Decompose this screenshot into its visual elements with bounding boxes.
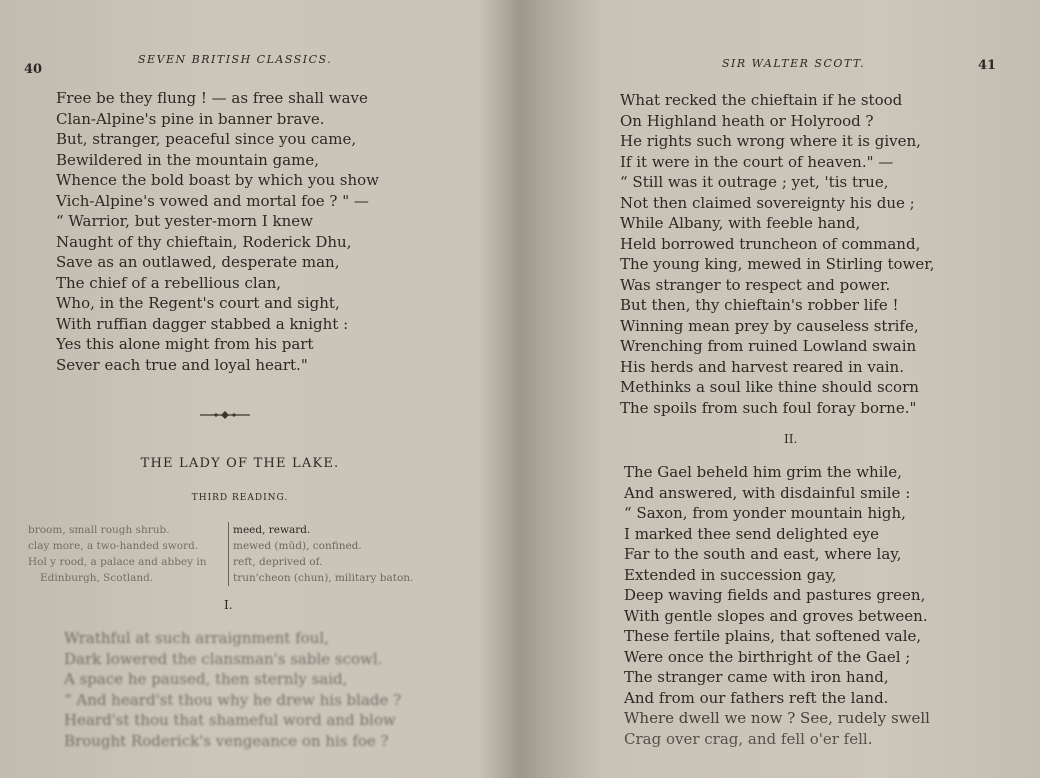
- glossary-entry: broom, small rough shrub.: [28, 524, 170, 536]
- right-running-head: SIR WALTER SCOTT.: [722, 57, 866, 70]
- verse-line: I marked thee send delighted eye: [624, 524, 880, 543]
- verse-line: Wrathful at such arraignment foul,: [64, 629, 329, 647]
- verse-line: And answered, with disdainful smile :: [624, 483, 911, 502]
- verse-line: He rights such wrong where it is given,: [620, 132, 921, 150]
- verse-line: Not then claimed sovereignty his due ;: [620, 193, 915, 212]
- verse-line: The spoils from such foul foray borne.": [620, 398, 917, 417]
- right-page: [500, 0, 1040, 778]
- left-page-number: 40: [24, 62, 43, 77]
- glossary-entry: mewed (mūd), confined.: [233, 540, 362, 552]
- verse-line: Sever each true and loyal heart.": [56, 355, 308, 374]
- verse-line: With gentle slopes and groves between.: [624, 606, 928, 625]
- verse-line: “ Saxon, from yonder mountain high,: [624, 504, 906, 522]
- verse-line: Brought Roderick's vengeance on his foe ?: [64, 731, 389, 750]
- section-divider-ornament: [200, 410, 250, 420]
- verse-line: The Gael beheld him grim the while,: [624, 463, 902, 481]
- stanza-number: I.: [224, 598, 233, 612]
- verse-line: Heard'st thou that shameful word and blow: [64, 711, 396, 729]
- verse-line: Vich-Alpine's vowed and mortal foe ? " —: [56, 191, 369, 210]
- glossary-right: [228, 522, 413, 586]
- verse-line: Naught of thy chieftain, Roderick Dhu,: [56, 232, 352, 251]
- verse-line: “ And heard'st thou why he drew his blade ?: [64, 690, 402, 709]
- verse-line: Far to the south and east, where lay,: [624, 545, 902, 563]
- verse-line: Save as an outlawed, desperate man,: [56, 253, 340, 271]
- verse-line: Clan-Alpine's pine in banner brave.: [56, 109, 325, 128]
- left-verse: [56, 88, 379, 375]
- left-stanza: [64, 628, 401, 751]
- stanza-number: II.: [784, 432, 798, 446]
- verse-line: His herds and harvest reared in vain.: [620, 357, 904, 376]
- verse-line: Whence the bold boast by which you show: [56, 171, 379, 189]
- right-stanza: [624, 462, 930, 749]
- section-title: THE LADY OF THE LAKE.: [140, 456, 340, 471]
- verse-line: “ Warrior, but yester-morn I knew: [56, 212, 313, 230]
- glossary-entry: meed, reward.: [233, 524, 311, 536]
- glossary-entry: clay more, a two-handed sword.: [28, 540, 199, 552]
- left-running-head: SEVEN BRITISH CLASSICS.: [138, 53, 333, 66]
- verse-line: Were once the birthright of the Gael ;: [624, 647, 911, 666]
- verse-line: Held borrowed truncheon of command,: [620, 234, 921, 253]
- left-page: [0, 0, 500, 778]
- verse-line: The young king, mewed in Stirling tower,: [620, 255, 935, 273]
- verse-line: But then, thy chieftain's robber life !: [620, 296, 899, 314]
- verse-line: Deep waving fields and pastures green,: [624, 586, 926, 604]
- section-subtitle: THIRD READING.: [191, 493, 289, 503]
- glossary-entry: reft, deprived of.: [233, 556, 323, 568]
- verse-line: Crag over crag, and fell o'er fell.: [624, 729, 873, 748]
- verse-line: The stranger came with iron hand,: [624, 668, 889, 686]
- glossary-entry: trun'cheon (chun), military baton.: [233, 572, 414, 584]
- verse-line: Winning mean prey by causeless strife,: [620, 316, 919, 335]
- glossary-entry: Hol y rood, a palace and abbey in: [28, 556, 207, 568]
- verse-line: Yes this alone might from his part: [56, 335, 314, 353]
- glossary-entry: Edinburgh, Scotland.: [40, 572, 154, 584]
- verse-line: If it were in the court of heaven." —: [620, 152, 894, 171]
- verse-line: And from our fathers reft the land.: [624, 688, 889, 707]
- verse-line: Methinks a soul like thine should scorn: [620, 378, 919, 396]
- verse-line: But, stranger, peaceful since you came,: [56, 130, 357, 148]
- verse-line: The chief of a rebellious clan,: [56, 273, 282, 292]
- verse-line: Who, in the Regent's court and sight,: [56, 294, 340, 312]
- verse-line: Extended in succession gay,: [624, 565, 837, 584]
- verse-line: Free be they flung ! — as free shall wave: [56, 89, 368, 107]
- verse-line: Bewildered in the mountain game,: [56, 150, 319, 169]
- right-verse: [620, 90, 935, 418]
- verse-line: “ Still was it outrage ; yet, 'tis true,: [620, 173, 889, 191]
- verse-line: Wrenching from ruined Lowland swain: [620, 337, 917, 355]
- verse-line: A space he paused, then sternly said,: [64, 670, 348, 688]
- verse-line: While Albany, with feeble hand,: [620, 214, 861, 232]
- verse-line: Was stranger to respect and power.: [620, 275, 891, 294]
- verse-line: Where dwell we now ? See, rudely swell: [624, 709, 930, 727]
- glossary-left: [28, 522, 207, 586]
- right-page-number: 41: [978, 58, 997, 73]
- verse-line: Dark lowered the clansman's sable scowl.: [64, 649, 383, 668]
- verse-line: With ruffian dagger stabbed a knight :: [56, 314, 349, 333]
- verse-line: On Highland heath or Holyrood ?: [620, 111, 874, 130]
- verse-line: These fertile plains, that softened vale,: [624, 627, 922, 645]
- verse-line: What recked the chieftain if he stood: [620, 91, 903, 109]
